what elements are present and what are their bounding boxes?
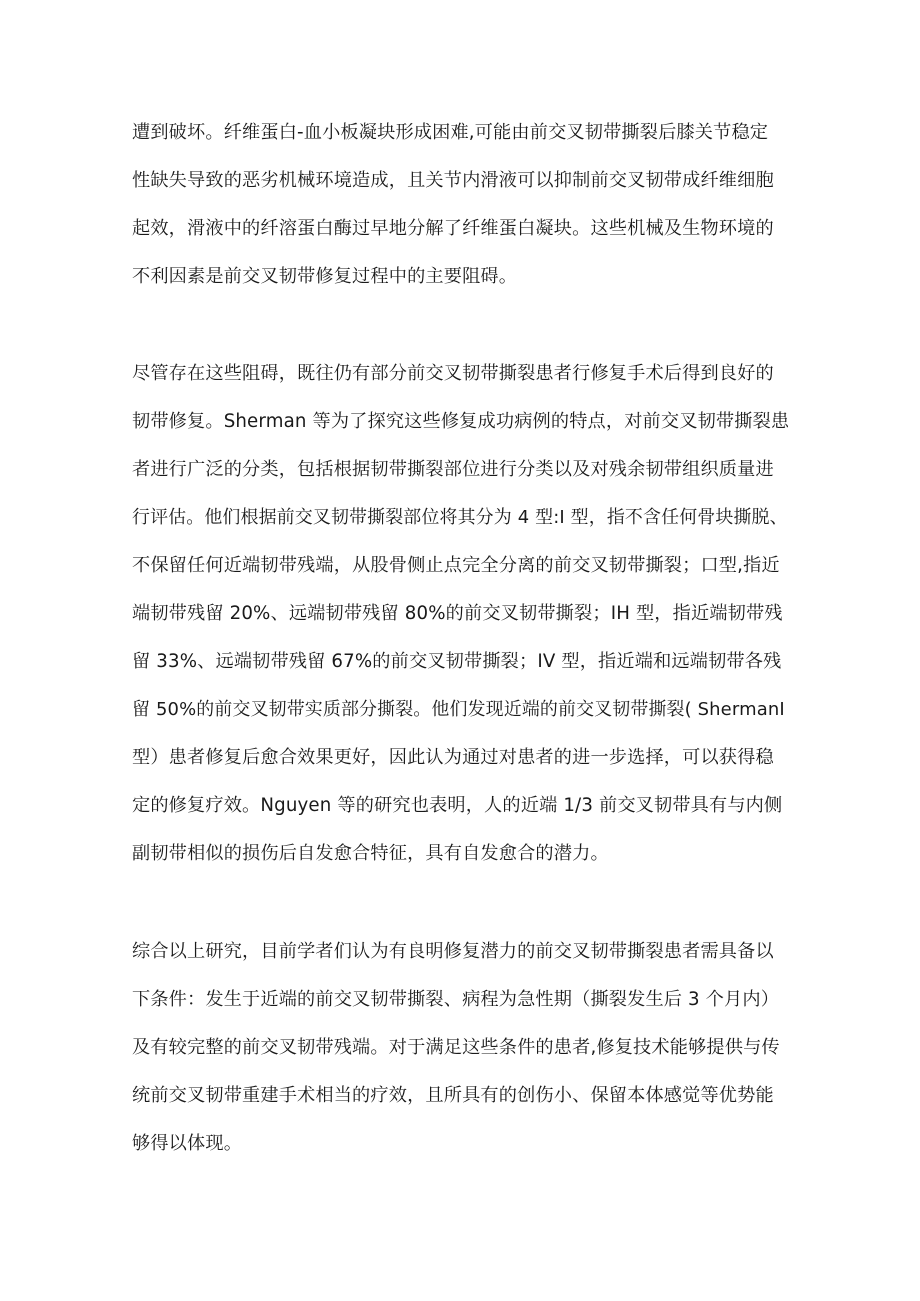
text-line: 者进行广泛的分类，包括根据韧带撕裂部位进行分类以及对残余韧带组织质量进 <box>132 459 774 480</box>
text-line: 综合以上研究，目前学者们认为有良明修复潜力的前交叉韧带撕裂患者需具备以 <box>132 941 774 962</box>
text-line: 行评估。他们根据前交叉韧带撕裂部位将其分为 4 型:I 型，指不含任何骨块撕脱、 <box>132 507 788 528</box>
text-line: 不利因素是前交叉韧带修复过程中的主要阻碍。 <box>132 266 518 287</box>
text-line: 留 50%的前交叉韧带实质部分撕裂。他们发现近端的前交叉韧带撕裂( ShermanI <box>132 699 785 720</box>
paragraph-repair-criteria <box>132 928 792 1168</box>
paragraph-sherman-classification <box>132 350 792 878</box>
text-line: 定的修复疗效。Nguyen 等的研究也表明，人的近端 1/3 前交叉韧带具有与内侧 <box>132 795 783 816</box>
text-line: 端韧带残留 20%、远端韧带残留 80%的前交叉韧带撕裂；IH 型，指近端韧带残 <box>132 603 783 624</box>
text-line: 及有较完整的前交叉韧带残端。对于满足这些条件的患者,修复技术能够提供与传 <box>132 1037 780 1058</box>
text-line: 韧带修复。Sherman 等为了探究这些修复成功病例的特点，对前交叉韧带撕裂患 <box>132 411 790 432</box>
text-line: 遭到破坏。纤维蛋白-血小板凝块形成困难,可能由前交叉韧带撕裂后膝关节稳定 <box>132 122 769 143</box>
text-line: 尽管存在这些阻碍，既往仍有部分前交叉韧带撕裂患者行修复手术后得到良好的 <box>132 363 774 384</box>
text-line: 留 33%、远端韧带残留 67%的前交叉韧带撕裂；IV 型，指近端和远端韧带各残 <box>132 651 782 672</box>
text-line: 统前交叉韧带重建手术相当的疗效，且所具有的创伤小、保留本体感觉等优势能 <box>132 1085 774 1106</box>
text-line: 型）患者修复后愈合效果更好，因此认为通过对患者的进一步选择，可以获得稳 <box>132 747 774 768</box>
paragraph-healing-obstacles <box>132 109 792 301</box>
text-line: 够得以体现。 <box>132 1133 243 1154</box>
text-line: 副韧带相似的损伤后自发愈合特征，具有自发愈合的潜力。 <box>132 843 609 864</box>
text-line: 起效，滑液中的纤溶蛋白酶过早地分解了纤维蛋白凝块。这些机械及生物环境的 <box>132 218 774 239</box>
text-line: 性缺失导致的恶劣机械环境造成，且关节内滑液可以抑制前交叉韧带成纤维细胞 <box>132 170 774 191</box>
text-line: 不保留任何近端韧带残端，从股骨侧止点完全分离的前交叉韧带撕裂；口型,指近 <box>132 555 780 576</box>
text-line: 下条件：发生于近端的前交叉韧带撕裂、病程为急性期（撕裂发生后 3 个月内） <box>132 989 780 1010</box>
